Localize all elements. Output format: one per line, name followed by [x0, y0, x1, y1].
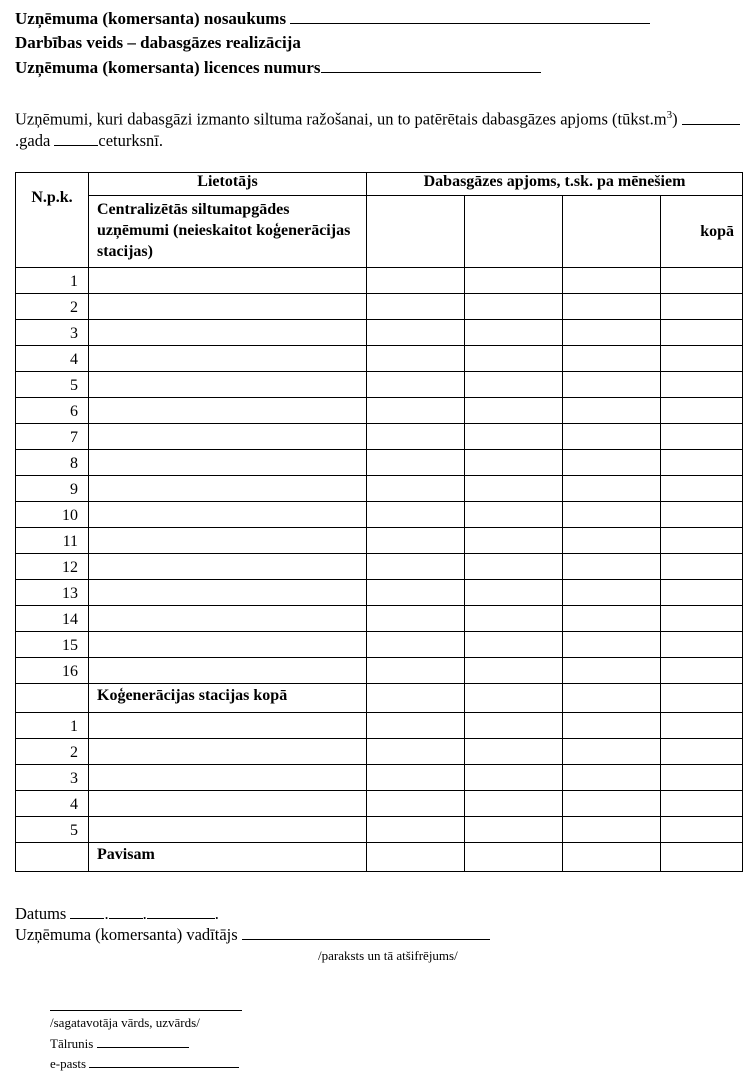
row-number: 8 [16, 450, 89, 476]
section-cogeneration-label: Koģenerācijas stacijas kopā [89, 684, 367, 713]
intro-unit-close: ) [672, 109, 682, 129]
email-field[interactable] [89, 1055, 239, 1068]
row-number: 2 [16, 294, 89, 320]
user-cell[interactable] [89, 606, 367, 632]
table-row [16, 268, 743, 294]
month-3-cell[interactable] [563, 320, 661, 346]
table-row [16, 658, 743, 684]
section-cogeneration-row [16, 684, 743, 713]
month-1-cell[interactable] [367, 580, 465, 606]
month-3-cell[interactable] [563, 765, 661, 791]
month-1-cell[interactable] [367, 528, 465, 554]
user-cell[interactable] [89, 294, 367, 320]
user-cell[interactable] [89, 320, 367, 346]
month-2-cell[interactable] [465, 268, 563, 294]
row-number: 15 [16, 632, 89, 658]
email-line [50, 1055, 239, 1072]
table-row [16, 320, 743, 346]
company-name-line [15, 8, 650, 29]
total-cell[interactable] [661, 502, 743, 528]
month-2-cell[interactable] [465, 843, 563, 872]
row-number: 14 [16, 606, 89, 632]
row-number: 16 [16, 658, 89, 684]
row-number: 5 [16, 817, 89, 843]
table-row [16, 502, 743, 528]
month-1-cell[interactable] [367, 398, 465, 424]
month-1-header [367, 196, 465, 268]
month-1-cell[interactable] [367, 294, 465, 320]
user-cell[interactable] [89, 658, 367, 684]
month-2-cell[interactable] [465, 554, 563, 580]
row-number: 13 [16, 580, 89, 606]
preparer-caption: /sagatavotāja vārds, uzvārds/ [50, 1015, 200, 1030]
total-cell[interactable] [661, 765, 743, 791]
row-number-empty [16, 843, 89, 872]
total-cell[interactable] [661, 713, 743, 739]
table-row [16, 817, 743, 843]
user-cell[interactable] [89, 739, 367, 765]
total-cell[interactable] [661, 372, 743, 398]
total-cell[interactable] [661, 346, 743, 372]
month-1-cell[interactable] [367, 476, 465, 502]
month-3-cell[interactable] [563, 817, 661, 843]
month-1-cell[interactable] [367, 346, 465, 372]
month-3-cell[interactable] [563, 268, 661, 294]
manager-line [15, 924, 490, 945]
user-cell[interactable] [89, 476, 367, 502]
total-cell[interactable] [661, 580, 743, 606]
col-header-volume: Dabasgāzes apjoms, t.sk. pa mēnešiem [367, 173, 743, 196]
user-cell[interactable] [89, 817, 367, 843]
month-1-cell[interactable] [367, 658, 465, 684]
phone-line [50, 1035, 189, 1052]
month-1-cell[interactable] [367, 554, 465, 580]
month-2-cell[interactable] [465, 632, 563, 658]
user-cell[interactable] [89, 632, 367, 658]
table-row [16, 791, 743, 817]
user-cell[interactable] [89, 372, 367, 398]
date-label: Datums [15, 904, 67, 923]
total-cell[interactable] [661, 450, 743, 476]
user-cell[interactable] [89, 268, 367, 294]
month-1-cell[interactable] [367, 450, 465, 476]
col-header-user: Lietotājs [89, 173, 367, 196]
phone-field[interactable] [97, 1035, 189, 1048]
row-number: 10 [16, 502, 89, 528]
table-row [16, 606, 743, 632]
month-3-cell[interactable] [563, 739, 661, 765]
signature-caption: /paraksts un tā atšifrējums/ [318, 948, 458, 963]
col-header-total: kopā [661, 196, 743, 268]
table-row [16, 580, 743, 606]
year-field[interactable] [682, 109, 740, 125]
month-2-cell[interactable] [465, 372, 563, 398]
month-3-cell[interactable] [563, 843, 661, 872]
month-1-cell[interactable] [367, 268, 465, 294]
month-2-cell[interactable] [465, 476, 563, 502]
col-header-npk: N.p.k. [16, 173, 89, 268]
table-row [16, 424, 743, 450]
row-number: 3 [16, 765, 89, 791]
table-row [16, 765, 743, 791]
total-cell[interactable] [661, 294, 743, 320]
user-cell[interactable] [89, 528, 367, 554]
month-1-cell[interactable] [367, 502, 465, 528]
user-cell[interactable] [89, 346, 367, 372]
row-number: 5 [16, 372, 89, 398]
month-1-cell[interactable] [367, 739, 465, 765]
manager-signature-field[interactable] [242, 924, 490, 940]
month-1-cell[interactable] [367, 817, 465, 843]
table-row [16, 554, 743, 580]
month-2-cell[interactable] [465, 791, 563, 817]
table-row [16, 398, 743, 424]
user-cell[interactable] [89, 424, 367, 450]
table-row [16, 346, 743, 372]
email-label: e-pasts [50, 1056, 87, 1071]
row-number: 11 [16, 528, 89, 554]
total-cell[interactable] [661, 739, 743, 765]
month-3-cell[interactable] [563, 554, 661, 580]
table-row [16, 450, 743, 476]
date-day-field[interactable] [70, 903, 104, 919]
table-row [16, 476, 743, 502]
row-number: 7 [16, 424, 89, 450]
total-cell[interactable] [661, 424, 743, 450]
phone-label: Tālrunis [50, 1036, 94, 1051]
total-cell[interactable] [661, 632, 743, 658]
intro-text: Uzņēmumi, kuri dabasgāzi izmanto siltuma ražošanai, un to patērētais dabasgāzes apjoms (tūkst.m [15, 109, 667, 129]
intro-sup: 3 [666, 109, 673, 121]
month-3-cell[interactable] [563, 580, 661, 606]
table-row [16, 372, 743, 398]
user-cell[interactable] [89, 765, 367, 791]
quarter-field[interactable] [54, 130, 98, 146]
month-2-header [465, 196, 563, 268]
month-3-cell[interactable] [563, 791, 661, 817]
month-1-cell[interactable] [367, 713, 465, 739]
month-1-cell[interactable] [367, 606, 465, 632]
row-number: 9 [16, 476, 89, 502]
month-1-cell[interactable] [367, 424, 465, 450]
row-number: 4 [16, 791, 89, 817]
month-3-cell[interactable] [563, 398, 661, 424]
user-cell[interactable] [89, 450, 367, 476]
month-3-cell[interactable] [563, 294, 661, 320]
month-3-cell[interactable] [563, 632, 661, 658]
row-number: 2 [16, 739, 89, 765]
row-number: 1 [16, 268, 89, 294]
total-cell[interactable] [661, 268, 743, 294]
total-cell[interactable] [661, 684, 743, 713]
month-2-cell[interactable] [465, 580, 563, 606]
month-3-header [563, 196, 661, 268]
month-2-cell[interactable] [465, 294, 563, 320]
month-3-cell[interactable] [563, 424, 661, 450]
user-cell[interactable] [89, 398, 367, 424]
month-2-cell[interactable] [465, 713, 563, 739]
consumption-table [15, 172, 743, 872]
month-3-cell[interactable] [563, 713, 661, 739]
user-cell[interactable] [89, 713, 367, 739]
intro-year-label: .gada [15, 130, 55, 150]
license-number-line [15, 57, 541, 78]
month-1-cell[interactable] [367, 684, 465, 713]
row-number: 6 [16, 398, 89, 424]
row-number: 3 [16, 320, 89, 346]
date-month-field[interactable] [109, 903, 143, 919]
month-2-cell[interactable] [465, 450, 563, 476]
table-row [16, 528, 743, 554]
month-2-cell[interactable] [465, 658, 563, 684]
intro-paragraph [15, 105, 745, 151]
month-1-cell[interactable] [367, 372, 465, 398]
month-2-cell[interactable] [465, 502, 563, 528]
user-cell[interactable] [89, 554, 367, 580]
month-3-cell[interactable] [563, 502, 661, 528]
month-3-cell[interactable] [563, 476, 661, 502]
date-year-field[interactable] [147, 903, 215, 919]
month-3-cell[interactable] [563, 372, 661, 398]
license-number-field[interactable] [321, 57, 541, 73]
month-2-cell[interactable] [465, 528, 563, 554]
month-3-cell[interactable] [563, 606, 661, 632]
activity-type: Darbības veids – dabasgāzes realizācija [15, 33, 301, 52]
month-3-cell[interactable] [563, 684, 661, 713]
table-row [16, 294, 743, 320]
manager-label: Uzņēmuma (komersanta) vadītājs [15, 925, 238, 944]
intro-quarter-label: ceturksnī. [98, 130, 164, 150]
month-2-cell[interactable] [465, 739, 563, 765]
month-1-cell[interactable] [367, 791, 465, 817]
row-number-empty [16, 684, 89, 713]
row-number: 1 [16, 713, 89, 739]
month-2-cell[interactable] [465, 398, 563, 424]
month-2-cell[interactable] [465, 346, 563, 372]
total-cell[interactable] [661, 791, 743, 817]
total-cell[interactable] [661, 320, 743, 346]
total-cell[interactable] [661, 843, 743, 872]
company-name-label: Uzņēmuma (komersanta) nosaukums [15, 9, 287, 28]
row-number: 4 [16, 346, 89, 372]
month-2-cell[interactable] [465, 606, 563, 632]
month-1-cell[interactable] [367, 765, 465, 791]
preparer-name-field[interactable] [50, 1010, 242, 1011]
total-cell[interactable] [661, 528, 743, 554]
month-1-cell[interactable] [367, 320, 465, 346]
month-2-cell[interactable] [465, 817, 563, 843]
user-cell[interactable] [89, 502, 367, 528]
month-1-cell[interactable] [367, 632, 465, 658]
month-2-cell[interactable] [465, 684, 563, 713]
table-row [16, 713, 743, 739]
month-1-cell[interactable] [367, 843, 465, 872]
month-2-cell[interactable] [465, 424, 563, 450]
user-cell[interactable] [89, 791, 367, 817]
license-number-label: Uzņēmuma (komersanta) licences numurs [15, 58, 321, 77]
month-3-cell[interactable] [563, 658, 661, 684]
grand-total-row [16, 843, 743, 872]
month-2-cell[interactable] [465, 765, 563, 791]
row-number: 12 [16, 554, 89, 580]
month-2-cell[interactable] [465, 320, 563, 346]
date-line: Datums . . . [15, 904, 219, 923]
grand-total-label: Pavisam [89, 843, 367, 872]
total-cell[interactable] [661, 476, 743, 502]
table-row [16, 632, 743, 658]
total-cell[interactable] [661, 398, 743, 424]
company-name-field[interactable] [290, 8, 650, 24]
total-cell[interactable] [661, 658, 743, 684]
user-cell[interactable] [89, 580, 367, 606]
total-cell[interactable] [661, 554, 743, 580]
total-cell[interactable] [661, 817, 743, 843]
section-central-heating-label: Centralizētās siltumapgādes uzņēmumi (neieskaitot koģenerācijas stacijas) [89, 196, 367, 268]
month-3-cell[interactable] [563, 346, 661, 372]
month-3-cell[interactable] [563, 450, 661, 476]
total-cell[interactable] [661, 606, 743, 632]
month-3-cell[interactable] [563, 528, 661, 554]
table-row [16, 739, 743, 765]
